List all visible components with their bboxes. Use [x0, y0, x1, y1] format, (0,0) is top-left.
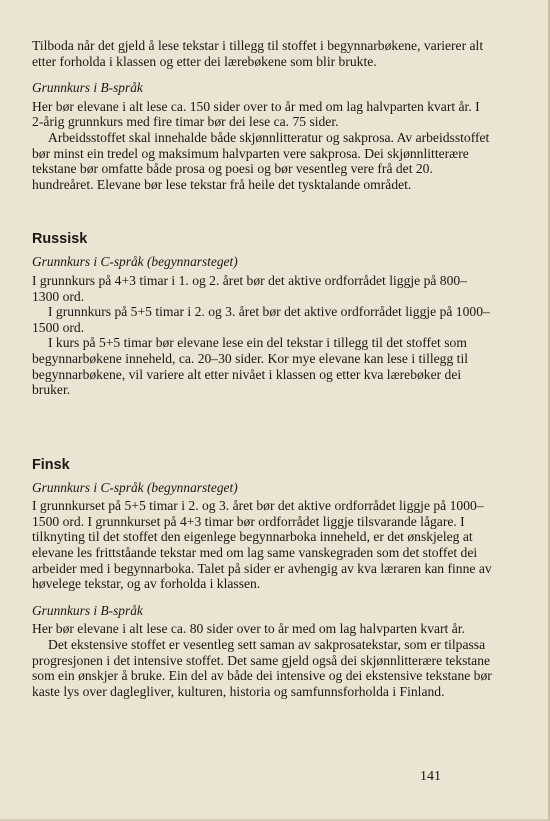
section-heading-finsk: Finsk — [32, 456, 70, 473]
subheading-b-language: Grunnkurs i B-språk — [32, 602, 143, 618]
paragraph: Her bør elevane i alt lese ca. 150 sider over to år med om lag halvparten kvart år. I 2-årig grunnkurs med fire timar bør dei lese ca. 75 sider. — [32, 98, 480, 130]
paragraph: Her bør elevane i alt lese ca. 80 sider over to år med om lag halvparten kvart år. — [32, 621, 465, 637]
paragraph: Det ekstensive stoffet er vesentleg sett saman av sakprosatekstar, som er tilpassa progresjonen i det intensive stoffet. Det same gjeld også dei skjønnlitterære tekstane som ein ønskjer å bruke. Ein del av både dei intensive og dei ekstensive tekstane bør kaste lys over daglegliver, kulturen, historia og samfunnsforholda i Finland. — [32, 637, 492, 699]
paragraph: I grunnkurs på 4+3 timar i 1. og 2. året bør det aktive ordforrådet liggje på 800–1300 ord. — [32, 272, 467, 304]
subheading-b-language: Grunnkurs i B-språk — [32, 80, 143, 96]
page-number: 141 — [420, 769, 441, 784]
intro-paragraph: Tilboda når det gjeld å lese tekstar i tillegg til stoffet i begynnarbøkene, varierer alt etter forholda i klassen og etter dei lærebøkene som blir brukte. — [32, 38, 484, 69]
paragraph: Arbeidsstoffet skal innehalde både skjønnlitteratur og sakprosa. Av arbeidsstoffet bør minst ein tredel og maksimum halvparten vere sakprosa. Dei skjønnlitterære tekstane bør omfatte både prosa og poesi og bør vesentleg vere frå det 20. hundreåret. Elevane bør lese tekstar frå heile det tysktalande området. — [32, 129, 490, 192]
subheading-c-language: Grunnkurs i C-språk (begynnarsteget) — [32, 479, 238, 495]
subheading-c-language: Grunnkurs i C-språk (begynnarsteget) — [32, 254, 238, 270]
page-content — [32, 38, 494, 699]
section-heading-russisk: Russisk — [32, 231, 88, 248]
paragraph: I grunnkurset på 5+5 timar i 2. og 3. året bør det aktive ordforrådet liggje på 1000–1500 ord. I grunnkurset på 4+3 timar bør ordforrådet liggje tilsvarande lågare. I tilknyting til det stoffet den eigenlege begynnarboka inneheld, er det ønskjeleg at elevane les frittståande tekstar med om lag same vanskegraden som det stoffet dei arbeider med i begynnarboka. Talet på sider er avhengig av kva læraren kan finne av høvelege tekstar, og av forholda i klassen. — [32, 498, 492, 592]
paragraph: I kurs på 5+5 timar bør elevane lese ein del tekstar i tillegg til det stoffet som begynnarbøkene inneheld, ca. 20–30 sider. Kor mye elevane kan lese i tillegg til begynnarbøkene, vil variere alt etter nivået i klassen og etter kva lærebøker dei bruker. — [32, 335, 468, 398]
paragraph: I grunnkurs på 5+5 timar i 2. og 3. året bør det aktive ordforrådet liggje på 1000–1500 ord. — [32, 304, 490, 335]
